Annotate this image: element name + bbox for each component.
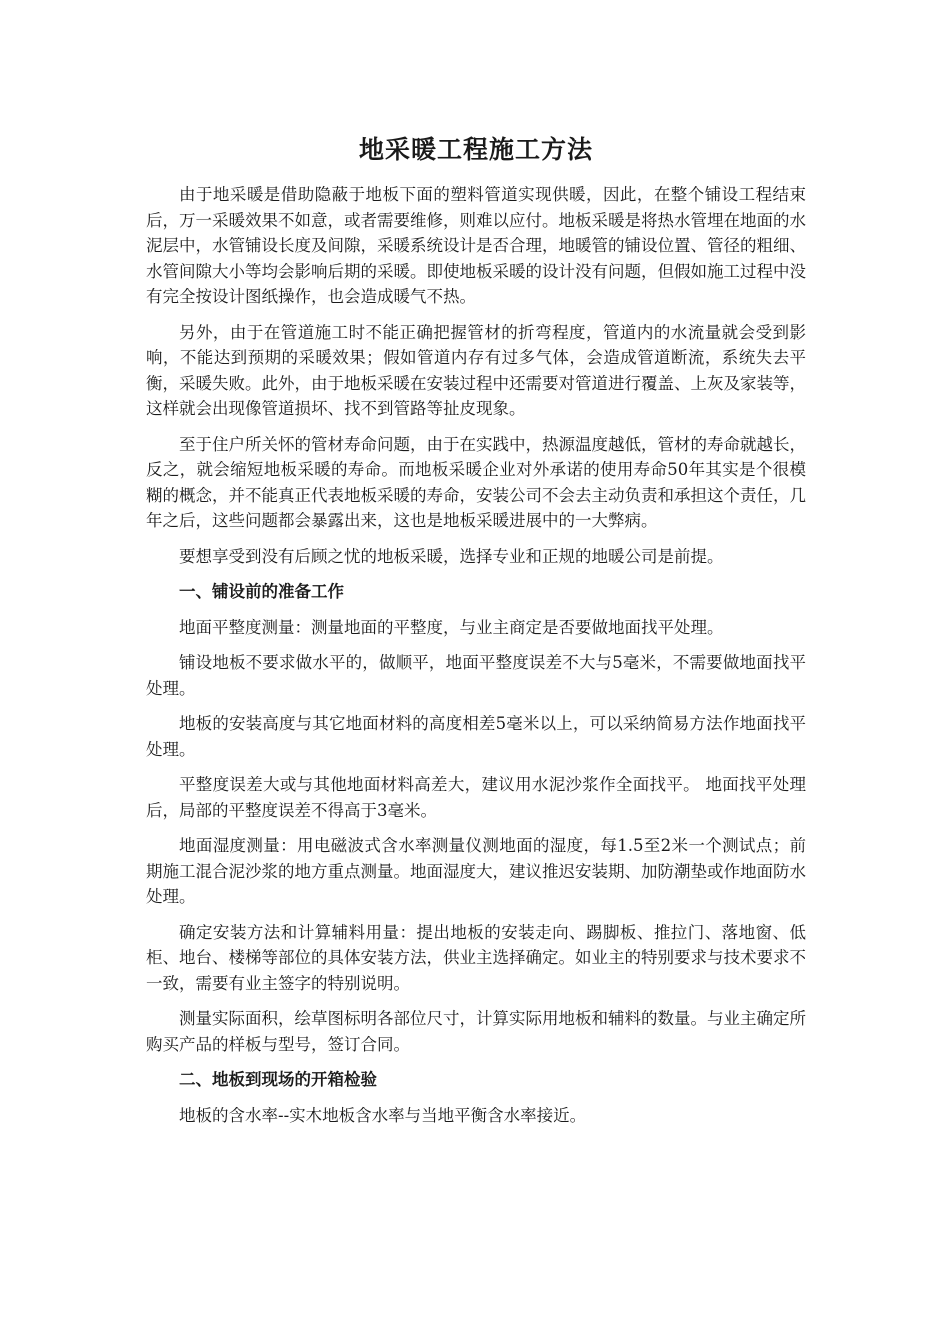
section-heading-preparation: 一、铺设前的准备工作	[179, 582, 344, 601]
paragraph-construction-issues: 另外，由于在管道施工时不能正确把握管材的折弯程度，管道内的水流量就会受到影响，不能达到预期的采暖效果；假如管道内存有过多气体，会造成管道断流，系统失去平衡，采暖失败。此外，由于地板采暖在安装过程中还需要对管道进行覆盖、上灰及家装等，这样就会出现像管道损坏、找不到管路等扯皮现象。	[146, 322, 806, 418]
paragraph-measure-area: 测量实际面积，绘草图标明各部位尺寸，计算实际用地板和辅料的数量。与业主确定所购买产品的样板与型号，签订合同。	[146, 1009, 806, 1054]
paragraph-height-difference: 地板的安装高度与其它地面材料的高度相差5毫米以上，可以采纳简易方法作地面找平处理。	[146, 714, 806, 759]
paragraph-flatness-measure: 地面平整度测量：测量地面的平整度，与业主商定是否要做地面找平处理。	[179, 617, 724, 637]
paragraph-pipe-lifespan: 至于住户所关怀的管材寿命问题，由于在实践中，热源温度越低，管材的寿命就越长，反之，就会缩短地板采暖的寿命。而地板采暖企业对外承诺的使用寿命50年其实是个很模糊的概念，并不能真正代表地板采暖的寿命，安装公司不会去主动负责和承担这个责任，几年之后，这些问题都会暴露出来，这也是地板采暖进展中的一大弊病。	[146, 434, 806, 530]
section-heading-inspection: 二、地板到现场的开箱检验	[179, 1070, 377, 1089]
paragraph-moisture-content: 地板的含水率--实木地板含水率与当地平衡含水率接近。	[179, 1105, 587, 1125]
paragraph-install-method: 确定安装方法和计算辅料用量：提出地板的安装走向、踢脚板、推拉门、落地窗、低柜、地台、楼梯等部位的具体安装方法，供业主选择确定。如业主的特别要求与技术要求不一致，需要有业主签字的特别说明。	[146, 922, 806, 993]
paragraph-leveling: 平整度误差大或与其他地面材料高差大，建议用水泥沙浆作全面找平。 地面找平处理后，局部的平整度误差不得高于3毫米。	[146, 775, 806, 820]
paragraph-flatness-tolerance: 铺设地板不要求做水平的，做顺平，地面平整度误差不大与5毫米，不需要做地面找平处理。	[146, 653, 806, 698]
document-page	[146, 128, 806, 1138]
paragraph-choose-company: 要想享受到没有后顾之忧的地板采暖，选择专业和正规的地暖公司是前提。	[179, 546, 724, 566]
document-title: 地采暖工程施工方法	[358, 135, 593, 164]
paragraph-intro: 由于地采暖是借助隐蔽于地板下面的塑料管道实现供暖，因此，在整个铺设工程结束后，万一采暖效果不如意，或者需要维修，则难以应付。地板采暖是将热水管埋在地面的水泥层中，水管铺设长度及间隙，采暖系统设计是否合理，地暖管的铺设位置、管径的粗细、水管间隙大小等均会影响后期的采暖。即使地板采暖的设计没有问题，但假如施工过程中没有完全按设计图纸操作，也会造成暖气不热。	[146, 185, 806, 306]
paragraph-humidity: 地面湿度测量：用电磁波式含水率测量仪测地面的湿度，每1.5至2米一个测试点；前期施工混合泥沙浆的地方重点测量。地面湿度大，建议推迟安装期、加防潮垫或作地面防水处理。	[146, 836, 806, 906]
